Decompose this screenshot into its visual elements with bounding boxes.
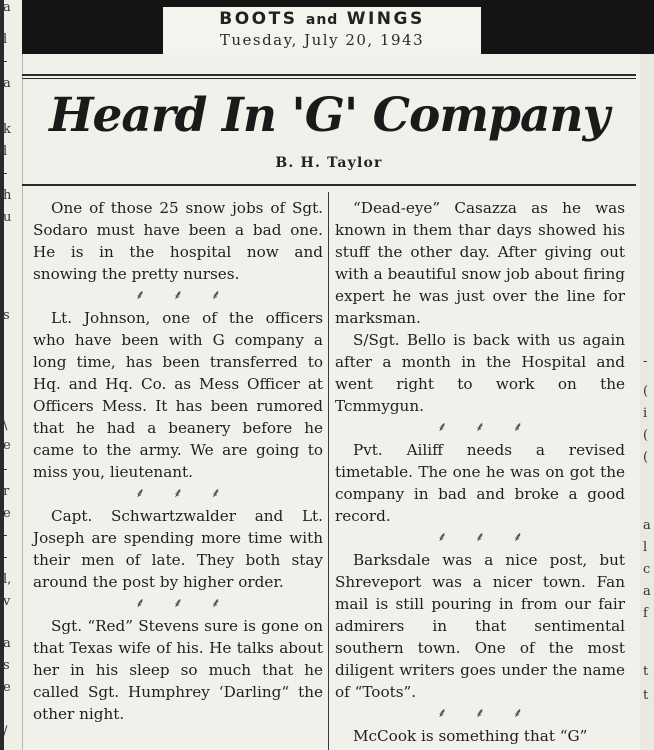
margin-fragment: f [643,606,648,621]
margin-fragment: ( [643,428,649,443]
column-divider [328,192,329,750]
margin-fragment: a [643,584,651,599]
article-paragraph: Sgt. “Red” Stevens sure is gone on that Texas wife of his. He talks about her in his sleep so much that he called Sgt. Humphrey ‘Darling“ the other night. [33,617,323,723]
paragraph-separator: ⸙ ⸙ ⸙ [437,706,535,721]
margin-fragment: ( [643,384,649,399]
margin-fragment: l [3,32,8,47]
issue-date: Tuesday, July 20, 1943 [219,31,425,49]
margin-fragment: a [3,0,11,15]
margin-fragment: ( [643,450,649,465]
article-column-2 [335,197,625,750]
margin-fragment: \ [3,418,8,433]
article-column-1 [33,197,323,750]
margin-fragment: a [643,518,651,533]
left-cut-margin [0,0,23,750]
margin-fragment: u [3,210,12,225]
margin-fragment: h [3,188,12,203]
paragraph-separator: ⸙ ⸙ ⸙ [135,596,233,611]
byline-rule [22,184,636,186]
margin-fragment: l [3,144,8,159]
margin-fragment: c [643,562,651,577]
article-paragraph: Barksdale was a nice post, but Shreveport was a nicer town. Fan mail is still pouring in from our fair admirers in that sentimental southern town. One of the most diligent writers goes under the name of “Toots”. [335,551,625,701]
margin-fragment: / [3,724,8,739]
margin-fragment: - [3,166,8,181]
margin-fragment: k [3,122,11,137]
paragraph-separator: ⸙ ⸙ ⸙ [437,420,535,435]
margin-fragment: t [643,664,649,679]
margin-fragment: - [3,462,8,477]
article-paragraph: Pvt. Ailiff needs a revised timetable. The one he was on got the company in bad and broke a good record. [335,441,625,525]
paper-name-part: BOOTS [219,9,298,29]
article-paragraph: “Dead-eye” Casazza as he was known in them thar days showed his stuff the other day. After giving out with a beautiful snow job about firing expert he was just over the line for marksman. [335,199,625,327]
margin-fragment: a [3,636,11,651]
article-byline: B. H. Taylor [275,155,383,171]
article-paragraph: Capt. Schwartzwalder and Lt. Joseph are spending more time with their men of late. They both stay around the post by higher order. [33,507,323,591]
article-paragraph: S/Sgt. Bello is back with us again after a month in the Hospital and went right to work on the Tcmmygun. [335,331,625,415]
headline-top-rule-thin [22,78,636,79]
article-paragraph: Lt. Johnson, one of the officers who have been with G company a long time, has been transferred to Hq. and Hq. Co. as Mess Officer at Officers Mess. It has been rumored that he had a beanery before he came to the army. We are going to miss you, lieutenant. [33,309,323,481]
margin-fragment: l [643,540,648,555]
paper-name [163,9,481,29]
margin-fragment: e [3,680,11,695]
right-cut-margin [640,0,654,750]
paper-name-part: WINGS [346,9,425,29]
paragraph-separator: ⸙ ⸙ ⸙ [135,486,233,501]
margin-fragment: e [3,506,11,521]
paper-name-and: and [305,12,339,28]
margin-fragment: a [3,76,11,91]
margin-fragment: r [3,484,10,499]
margin-fragment: v [3,594,11,609]
article-headline: Heard In 'G' Company [49,88,609,143]
article-paragraph: One of those 25 snow jobs of Sgt. Sodaro must have been a bad one. He is in the hospital now and snowing the pretty nurses. [33,199,323,283]
margin-fragment: - [3,550,8,565]
paragraph-separator: ⸙ ⸙ ⸙ [437,530,535,545]
margin-fragment: s [3,308,10,323]
margin-fragment: - [643,354,648,369]
headline-top-rule [22,74,636,76]
margin-fragment: - [3,528,8,543]
margin-fragment: i [643,406,648,421]
margin-fragment: s [3,658,10,673]
margin-fragment: l, [3,572,12,587]
paragraph-separator: ⸙ ⸙ ⸙ [135,288,233,303]
margin-fragment: t [643,688,649,703]
masthead [163,7,481,55]
article-paragraph: McCook is something that “G” [353,727,588,745]
margin-fragment: - [3,54,8,69]
margin-fragment: e [3,438,11,453]
